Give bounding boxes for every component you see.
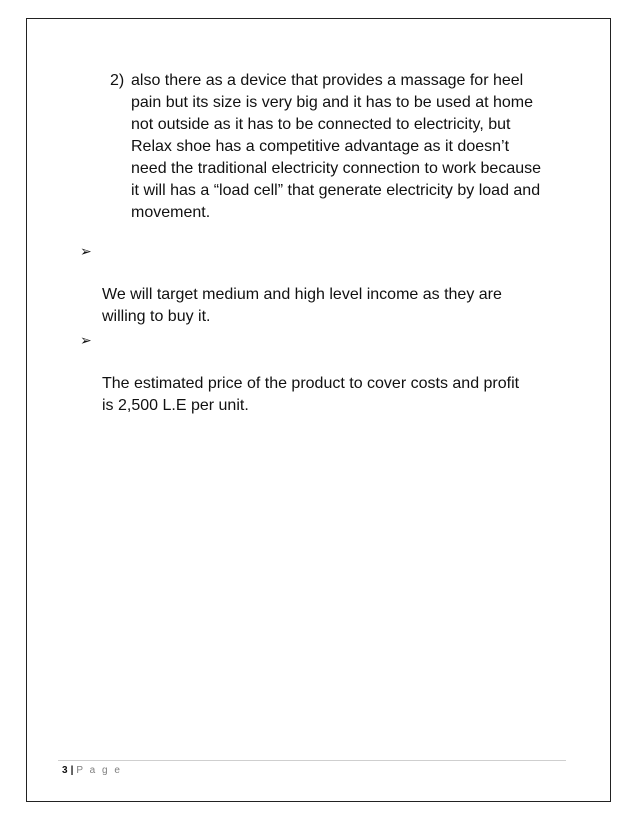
numbered-list-item <box>110 70 570 224</box>
footer-divider <box>58 760 566 761</box>
list-number: 2) <box>110 72 125 89</box>
arrow-bullet-icon: ➢ <box>80 332 92 348</box>
footer-separator: | <box>70 765 74 776</box>
bullet-text: The estimated price of the product to cover costs and profit is 2,500 L.E per unit. <box>102 375 520 414</box>
page-number: 3 <box>62 765 68 776</box>
bullet-list <box>80 240 570 418</box>
bullet-item <box>80 329 570 417</box>
arrow-bullet-icon: ➢ <box>80 243 92 259</box>
bullet-text: We will target medium and high level income as they are willing to buy it. <box>102 286 502 325</box>
page-footer <box>62 764 122 778</box>
bullet-item <box>80 240 570 328</box>
page-label: P a g e <box>76 765 122 776</box>
list-item-text: also there as a device that provides a massage for heel pain but its size is very big and it has to be used at home not outside as it has to be connected to electricity, but Relax shoe has a competitive advantage as it doesn’t need the traditional electricity connection to work because it will has a “load cell” that generate electricity by load and movement. <box>131 72 542 221</box>
